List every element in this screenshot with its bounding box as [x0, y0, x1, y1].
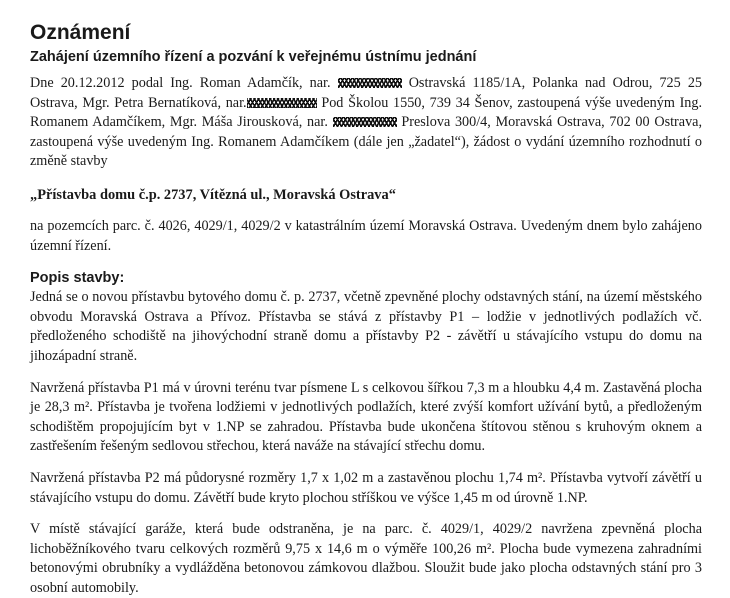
project-location: na pozemcích parc. č. 4026, 4029/1, 4029/2 v katastrálním území Moravská Ostrava. Uvedeným dnem bylo zahájeno územní řízení.	[30, 217, 702, 254]
document-title: Oznámení	[30, 21, 131, 44]
description-paragraph-2: Navržená přístavba P1 má v úrovni terénu tvar písmene L s celkovou šířkou 7,3 m a hloubku 4,4 m. Zastavěná plocha je 28,3 m². Přístavba je tvořena lodžiemi v jednotlivých podlažích, které zvýší komfort užívání bytů, a předloženým schodištěm propojujícím byt v 1.NP se zahradou. Přístavba bude ukončena štítovou stěnou s kruhovým oknem a zastřešením řešeným sedlovou střechou, která naváže na stávající střechu domu.	[30, 379, 702, 455]
description-paragraph-4: V místě stávající garáže, která bude odstraněna, je na parc. č. 4029/1, 4029/2 navržena zpevněná plocha lichoběžníkového tvaru celkových rozměrů 9,75 x 14,6 m o výměře 100,26 m². Plocha bude vymezena zahradními betonovými obrubníky a vydlážděna betonovou zámkovou dlažbou. Sloužit bude jako plocha odstavných stání pro 3 osobní automobily.	[30, 521, 702, 596]
intro-text-3: Pod Školou 1550, 739 34 Šenov, zastoupená výše uvedeným Ing. Romanem Adamčíkem, Mgr. Máša Jirousková, nar.	[30, 94, 703, 131]
redaction-mark	[333, 117, 397, 127]
document-subtitle: Zahájení územního řízení a pozvání k veřejnému ústnímu jednání	[30, 49, 477, 65]
intro-paragraph	[30, 74, 702, 172]
redaction-mark	[338, 78, 402, 88]
description-paragraph-1: Jedná se o novou přístavbu bytového domu č. p. 2737, včetně zpevněné plochy odstavných stání, na území městského obvodu Moravská Ostrava a Přívoz. Přístavba se stává z přístavby P1 – lodžie v jednotlivých podlažích vč. předloženého schodiště na jihovýchodní straně domu a přístavby P2 - závětří u stávajícího vstupu do domu na jihozápadní straně.	[30, 289, 702, 364]
description-paragraph-3: Navržená přístavba P2 má půdorysné rozměry 1,7 x 1,02 m a zastavěnou plochu 1,74 m². Přístavba vytvoří závětří u stávajícího vstupu do domu. Závětří bude kryto plochou stříškou ve výšce 1,45 m od úrovně 1.NP.	[30, 469, 702, 506]
redaction-mark	[247, 98, 317, 108]
section-heading-description: Popis stavby:	[30, 270, 125, 287]
intro-text-2: Ostravská 1185/1A, Polanka nad Odrou, 725 25 Ostrava, Mgr. Petra Bernatíková, nar.	[30, 75, 703, 111]
intro-text-1: Dne 20.12.2012 podal Ing. Roman Adamčík, nar.	[30, 75, 331, 91]
intro-text-4: Preslova 300/4, Moravská Ostrava, 702 00 Ostrava, zastoupená výše uvedeným Ing. Romanem Adamčíkem (dále jen „žadatel“), žádost o vydání územního rozhodnutí o změně stavby	[30, 114, 703, 170]
project-title: „Přístavba domu č.p. 2737, Vítězná ul., Moravská Ostrava“	[30, 186, 396, 203]
